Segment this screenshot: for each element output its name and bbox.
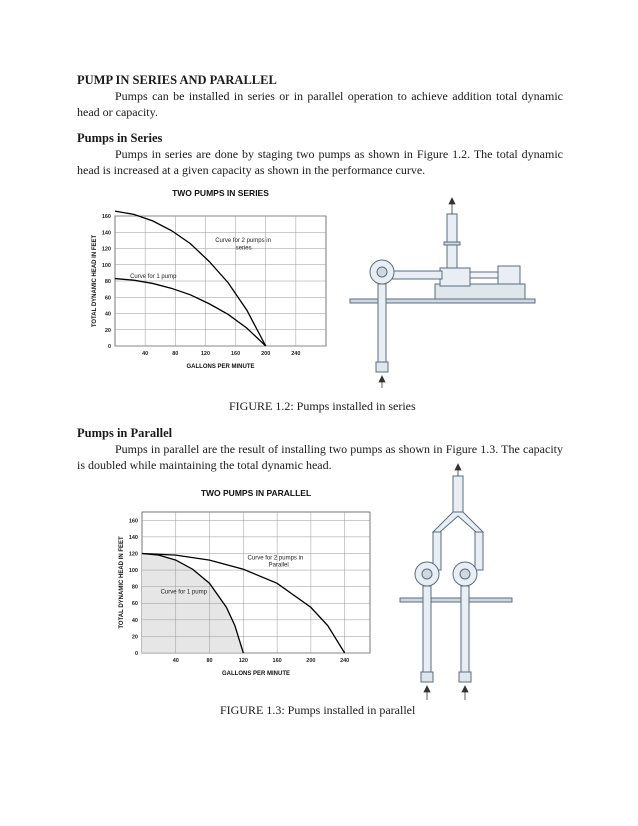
y-tick-label: 100	[101, 262, 111, 269]
x-tick-label: 240	[291, 351, 301, 357]
curve-annotation: Curve for 1 pump	[160, 589, 207, 596]
curve-annotation: Curve for 1 pump	[130, 273, 177, 280]
suction-strainer	[376, 362, 388, 372]
x-tick-label: 160	[272, 658, 282, 664]
y-axis-label: TOTAL DYNAMIC HEAD IN FEET	[92, 234, 98, 328]
curve-annotation: series	[235, 245, 252, 252]
y-tick-label: 120	[128, 551, 138, 558]
y-tick-label: 20	[131, 634, 138, 641]
y-tick-label: 80	[131, 584, 138, 591]
header-pipe	[453, 476, 463, 512]
y-tick-label: 140	[101, 230, 111, 237]
x-tick-label: 40	[142, 351, 149, 357]
coupling-shaft	[470, 272, 498, 278]
x-tick-label: 120	[200, 351, 211, 357]
curve-annotation: Curve for 2 pumps in	[215, 238, 271, 244]
parallel-performance-chart	[110, 484, 380, 684]
series-pump-installation-illustration	[340, 196, 540, 386]
x-tick-label: 40	[172, 658, 179, 664]
x-tick-label: 200	[261, 351, 271, 357]
y-axis-label: TOTAL DYNAMIC HEAD IN FEET	[119, 536, 125, 629]
series-heading: Pumps in Series	[77, 131, 163, 145]
series-paragraph: Pumps in series are done by staging two pumps as shown in Figure 1.2. The total dynamic head is increased at a given capacity as shown in the performance curve.	[77, 147, 563, 177]
y-tick-label: 80	[104, 279, 111, 285]
intro-paragraph: Pumps can be installed in series or in parallel operation to achieve addition total dynamic head or capacity.	[77, 89, 563, 119]
floor-slab	[400, 598, 512, 602]
left-strainer	[421, 672, 433, 682]
y-tick-label: 160	[101, 214, 111, 220]
parallel-heading: Pumps in Parallel	[77, 426, 173, 440]
y-tick-label: 120	[101, 246, 111, 253]
parallel-paragraph: Pumps in parallel are the result of installing two pumps as shown in Figure 1.3. The capacity is doubled while maintaining the total dynamic head.	[77, 442, 563, 472]
x-tick-label: 160	[230, 351, 241, 357]
pipe-flange	[444, 242, 460, 245]
y-tick-label: 40	[104, 311, 111, 318]
y-branch	[433, 512, 483, 532]
y-tick-label: 40	[131, 617, 138, 624]
y-tick-label: 100	[128, 568, 138, 575]
x-tick-label: 240	[340, 658, 350, 664]
flow-out-arrow-icon	[449, 198, 455, 204]
x-tick-label: 80	[172, 351, 179, 357]
x-axis-label: GALLONS PER MINUTE	[186, 364, 255, 370]
curve-annotation: Curve for 2 pumps in	[247, 555, 304, 562]
pump-casing	[440, 268, 470, 286]
y-tick-label: 20	[104, 327, 111, 334]
x-tick-label: 120	[238, 658, 248, 664]
curve-annotation: Parallel	[268, 562, 289, 569]
right-suction-pipe	[461, 586, 469, 672]
flow-in-arrow-icon	[379, 376, 385, 382]
y-tick-label: 60	[131, 601, 138, 608]
right-strainer	[459, 672, 471, 682]
x-axis-label: GALLONS PER MINUTE	[221, 671, 291, 677]
motor-body	[498, 266, 520, 284]
connecting-pipe	[392, 271, 442, 279]
suction-pipe	[378, 284, 386, 362]
parallel-pump-installation-illustration	[395, 470, 515, 702]
x-tick-label: 200	[306, 658, 316, 664]
document-title: PUMP IN SERIES AND PARALLEL	[77, 73, 277, 87]
y-tick-label: 140	[128, 534, 138, 541]
figure-1-3-caption: FIGURE 1.3: Pumps installed in parallel	[220, 703, 416, 717]
y-tick-label: 0	[107, 344, 111, 350]
left-flow-in-arrow-icon	[424, 686, 430, 692]
y-tick-label: 0	[134, 651, 138, 657]
figure-1-2-caption: FIGURE 1.2: Pumps installed in series	[229, 399, 416, 413]
chart-title: TWO PUMPS IN PARALLEL	[200, 488, 312, 498]
right-riser	[475, 532, 483, 570]
y-tick-label: 160	[128, 518, 138, 525]
chart-title: TWO PUMPS IN SERIES	[172, 188, 269, 198]
right-flow-in-arrow-icon	[462, 686, 468, 692]
series-performance-chart	[78, 184, 338, 374]
y-tick-label: 60	[104, 295, 111, 302]
x-tick-label: 80	[206, 658, 213, 664]
left-suction-pipe	[423, 586, 431, 672]
